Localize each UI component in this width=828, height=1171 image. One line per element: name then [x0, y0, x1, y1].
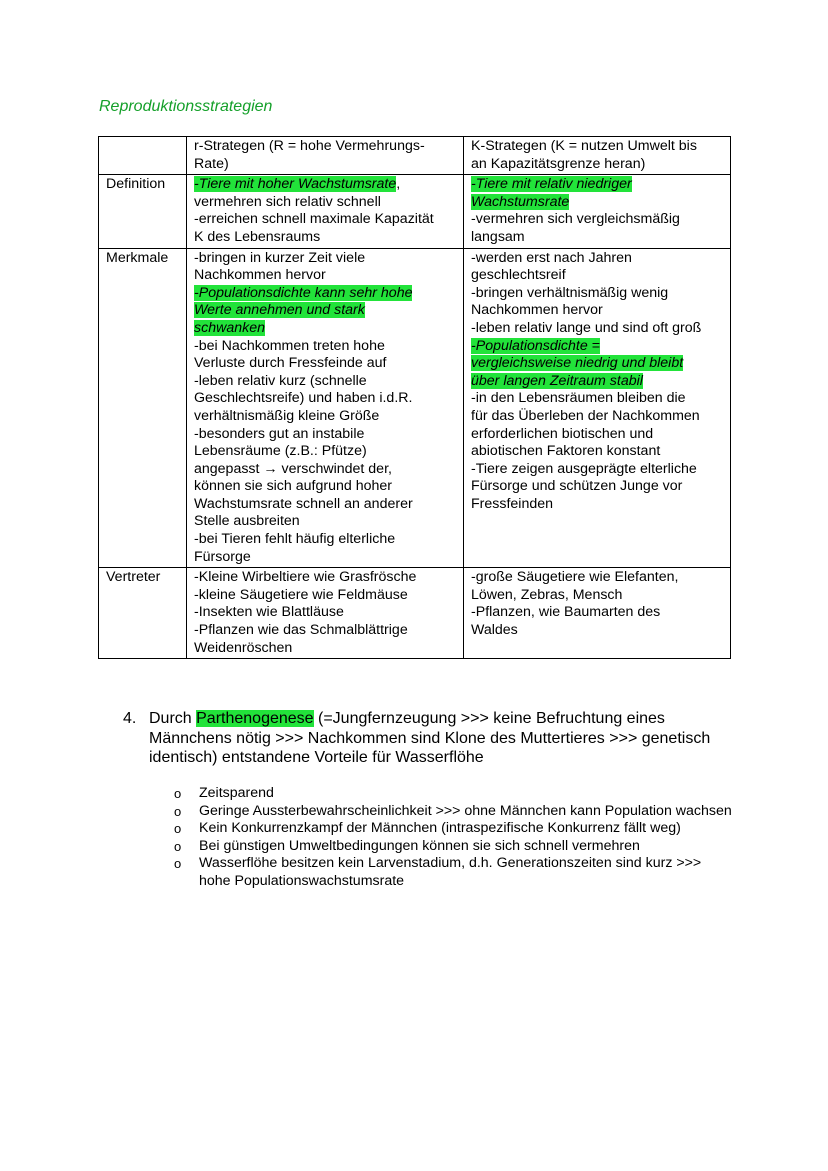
highlighted-term: Parthenogenese	[196, 710, 314, 727]
definition-k-cell: -Tiere mit relativ niedriger Wachstumsrate -vermehren sich vergleichsmäßig langsam	[464, 175, 731, 248]
strategy-table	[98, 136, 731, 659]
list-item: o Geringe Aussterbewahrscheinlichkeit >>> ohne Männchen kann Population wachsen	[174, 802, 732, 819]
table-row-vertreter	[99, 568, 731, 659]
advantages-list	[174, 785, 734, 891]
header-empty-cell	[99, 137, 187, 175]
highlighted-text: vergleichsweise niedrig und bleibt	[471, 355, 684, 372]
highlighted-text: -Populationsdichte =	[471, 337, 600, 354]
header-r-strategen: r-Strategen (R = hohe Vermehrungs- Rate)	[187, 137, 464, 175]
definition-r-cell: -Tiere mit hoher Wachstumsrate, vermehren sich relativ schnell -erreichen schnell maximale Kapazität K des Lebensraums	[187, 175, 464, 248]
list-item: o Zeitsparend	[174, 785, 274, 801]
bullet-circle-icon: o	[174, 821, 182, 837]
item-text: Durch Parthenogenese (=Jungfernzeugung >>> keine Befruchtung eines Männchens nötig >>> Nachkommen sind Klone des Muttertieres >>> genetisch identisch) entstandene Vorteile für Wasserflöhe	[149, 710, 711, 766]
highlighted-text: schwanken	[194, 319, 265, 336]
table-row-definition	[99, 175, 731, 248]
highlighted-text: -Tiere mit hoher Wachstumsrate	[194, 176, 397, 193]
highlighted-text: über langen Zeitraum stabil	[471, 372, 643, 389]
vertreter-r-cell: -Kleine Wirbeltiere wie Grasfrösche -kleine Säugetiere wie Feldmäuse -Insekten wie Blattläuse -Pflanzen wie das Schmalblättrige Weidenröschen	[187, 568, 464, 659]
table-header-row	[99, 137, 731, 175]
bullet-circle-icon: o	[174, 803, 182, 819]
list-item: o Bei günstigen Umweltbedingungen können sie sich schnell vermehren	[174, 837, 640, 854]
highlighted-text: Werte annehmen und stark	[194, 302, 365, 319]
table-row-merkmale	[99, 248, 731, 568]
row-label-definition: Definition	[99, 175, 187, 248]
highlighted-text: Wachstumsrate	[471, 193, 570, 210]
row-label-merkmale: Merkmale	[99, 248, 187, 568]
list-item: o Kein Konkurrenzkampf der Männchen (intraspezifische Konkurrenz fällt weg)	[174, 820, 681, 837]
vertreter-k-cell: -große Säugetiere wie Elefanten, Löwen, Zebras, Mensch -Pflanzen, wie Baumarten des Waldes	[464, 568, 731, 659]
row-label-vertreter: Vertreter	[99, 568, 187, 659]
list-item: o Wasserflöhe besitzen kein Larvenstadium, d.h. Generationszeiten sind kurz >>> hohe Populationswachstumsrate	[174, 855, 702, 889]
highlighted-text: -Tiere mit relativ niedriger	[471, 176, 632, 193]
item-number: 4.	[123, 710, 137, 727]
bullet-circle-icon: o	[174, 856, 182, 872]
header-k-strategen: K-Strategen (K = nutzen Umwelt bis an Kapazitätsgrenze heran)	[464, 137, 731, 175]
bullet-circle-icon: o	[174, 838, 182, 854]
section-heading: Reproduktionsstrategien	[99, 98, 273, 115]
merkmale-r-cell: -bringen in kurzer Zeit viele Nachkommen hervor -Populationsdichte kann sehr hohe Werte annehmen und stark schwanken -bei Nachkommen treten hohe Verluste durch Fressfeinde auf -leben relativ kurz (schnelle Geschlechtsreife) und haben i.d.R. verhältnismäßig kleine Größe -besonders gut an instabile Lebensräume (z.B.: Pfütze) angepasst → verschwindet der, können sie sich aufgrund hoher Wachstumsrate schnell an anderer Stelle ausbreiten -bei Tieren fehlt häufig elterliche Fürsorge	[187, 248, 464, 568]
bullet-circle-icon: o	[174, 786, 182, 801]
highlighted-text: -Populationsdichte kann sehr hohe	[194, 284, 413, 301]
merkmale-k-cell: -werden erst nach Jahren geschlechtsreif -bringen verhältnismäßig wenig Nachkommen hervor -leben relativ lange und sind oft groß -Populationsdichte = vergleichsweise niedrig und bleibt über langen Zeitraum stabil -in den Lebensräumen bleiben die für das Überleben der Nachkommen erforderlichen biotischen und abiotischen Faktoren konstant -Tiere zeigen ausgeprägte elterliche Fürsorge und schützen Junge vor Fressfeinden	[464, 248, 731, 568]
